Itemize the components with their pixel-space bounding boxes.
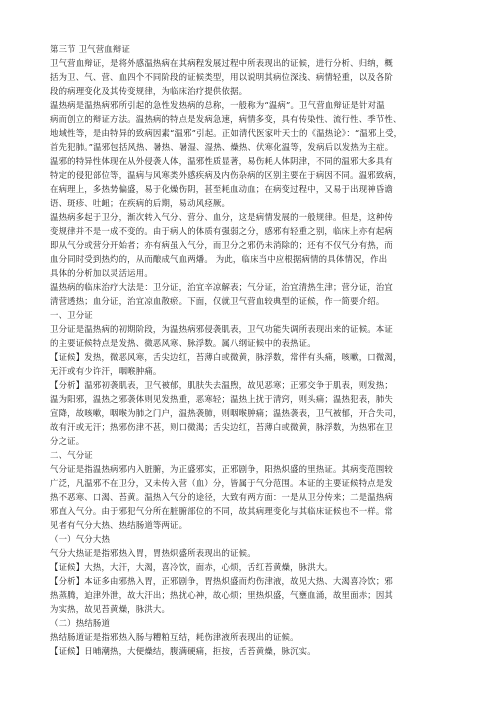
text-line: 见者有气分大热、热结肠道等两证。 (50, 520, 188, 530)
text-line: 温为阳邪，温热之邪袭体则见发热重，恶寒轻；温热上扰于清窍，则头痛；温热犯表，肺失 (50, 394, 393, 404)
text-line: 气分大热证是指邪热入胃，胃热炽盛所表现出的证候。 (50, 548, 256, 558)
section-title: 第三节 卫气营血辩证 (50, 44, 131, 54)
text-line: 特定的侵犯部位等，温病与风寒类外感疾病及内伤杂病的区别主要在于病因不同。温邪致病， (50, 170, 402, 180)
text-line: 温邪的特异性体现在从外侵袭人体，温邪性质显著，易伤耗人体阴津，不同的温邪大多具有 (50, 156, 393, 166)
text-line: 一、卫分证 (50, 310, 93, 320)
text-line: 宣降，故咳嗽，咽喉为肺之门户，温热袭肺，则咽喉肿痛；温热袭表，卫气被郁，开合失司， (50, 408, 402, 418)
text-line: 清营透热；血分证，治宜凉血散瘀。下面，仅就卫气营血较典型的证候，作一简要介绍。 (50, 296, 385, 306)
text-line: 温热病的临床治疗大法是：卫分证，治宜辛凉解表；气分证，治宜清热生津；营分证，治宜 (50, 282, 393, 292)
text-line: 温热病是温热病邪所引起的急性发热病的总称，一般称为“温病”。卫气营血辩证是针对温 (50, 100, 385, 110)
text-line: 即从气分或营分开始者；亦有病虽入气分，而卫分之邪仍未消除的；还有不仅气分有热，而 (50, 240, 393, 250)
text-line: 热蒸腾，迫津外泄，故大汗出；热扰心神，故心烦；里热炽盛，气壅血涌，故里面赤；因其 (50, 590, 393, 600)
text-line: 地域性等，是由特异的致病因素“温邪”引起。正如清代医家叶天士的《温热论》：“温邪上受， (50, 128, 403, 138)
text-line: 的主要证候特点是发热、微恶风寒、脉浮数。属八纲证候中的表热证。 (50, 338, 316, 348)
text-line: 【分析】本证多由邪热入胃，正邪剧争，胃热炽盛而灼伤津液，故见大热、大渴喜冷饮；邪 (50, 576, 393, 586)
text-line: （一）气分大热 (50, 534, 111, 544)
text-line: 【证候】发热，微恶风寒，舌尖边红，苔薄白或微黄，脉浮数，常伴有头痛，咳嗽，口微渴， (50, 352, 402, 362)
text-line: 【证候】大热，大汗，大渴，喜冷饮，面赤，心烦，舌红苔黄燥，脉洪大。 (50, 562, 333, 572)
text-line: 段的病理变化及其传变规律，为临床治疗提供依据。 (50, 86, 248, 96)
text-line: 语、斑疹、吐衄；在疾病的后期，易动风痉厥。 (50, 198, 231, 208)
text-line: 分之证。 (50, 436, 85, 446)
text-line: 邪直入气分。由于邪犯气分所在脏腑部位的不同，故其病理变化与其临床证候也不一样。常 (50, 506, 393, 516)
text-line: 卫气营血辩证，是将外感温热病在其病程发展过程中所表现出的证候，进行分析、归纳，概 (50, 58, 393, 68)
text-line: 病而创立的辩证方法。温热病的特点是发病急速，病情多变，具有传染性、流行性、季节性、 (50, 114, 402, 124)
text-line: 热不恶寒、口渴、苔黄。温热入气分的途径，大致有两方面：一是从卫分传来；二是温热病 (50, 492, 393, 502)
text-line: 气分证是指温热病邪内入脏腑，为正盛邪实，正邪剧争，阳热炽盛的里热证。其病变范围较 (50, 464, 393, 474)
text-line: 热结肠道证是指邪热入肠与糟粕互结，耗伤津液所表现出的证候。 (50, 632, 299, 642)
text-line: 变规律并不是一成不变的。由于病人的体质有强弱之分，感邪有轻重之别，临床上亦有起病 (50, 226, 393, 236)
text-line: 【分析】温邪初袭肌表，卫气被郁，肌肤失去温煦，故见恶寒；正邪交争于肌表，则发热； (50, 380, 393, 390)
text-line: 卫分证是温热病的初期阶段，为温热病邪侵袭肌表，卫气功能失调所表现出来的证候。本证 (50, 324, 393, 334)
text-line: 故有汗或无汗；热邪伤津不甚，则口微渴；舌尖边红，苔薄白或微黄，脉浮数，为热邪在卫 (50, 422, 393, 432)
text-line: 具体的分析加以灵活运用。 (50, 268, 153, 278)
text-line: 括为卫、气、营、血四个不同阶段的证候类型，用以说明其病位深浅、病情轻重，以及各阶 (50, 72, 393, 82)
text-line: 为实热，故见苔黄燥，脉洪大。 (50, 604, 171, 614)
text-line: 温热病多起于卫分，渐次转入气分、营分、血分，这是病情发展的一般规律。但是，这种传 (50, 212, 393, 222)
text-line: 广泛，凡温邪不在卫分，又未传入营（血）分，皆属于气分范围。本证的主要证候特点是发 (50, 478, 393, 488)
text-line: 二、气分证 (50, 450, 93, 460)
text-line: 首先犯肺。”温邪包括风热、暑热、暑湿、湿热、燥热、伏寒化温等，发病后以发热为主症。 (50, 142, 394, 152)
text-line: （二）热结肠道 (50, 618, 111, 628)
text-line: 【证候】日晡潮热，大便燥结，腹满硬痛，拒按，舌苔黄燥，脉沉实。 (50, 646, 316, 656)
text-line: 在病理上，多热势偏盛，易于化燥伤阴，甚至耗血动血；在病变过程中，又易于出现神昏谵 (50, 184, 393, 194)
text-line: 无汗或有少许汗，咽喉肿痛。 (50, 366, 162, 376)
text-line: 血分同时受到热灼的，从而酿成气血两燔。 为此，临床当中应根据病情的具体情况，作出 (50, 254, 388, 264)
